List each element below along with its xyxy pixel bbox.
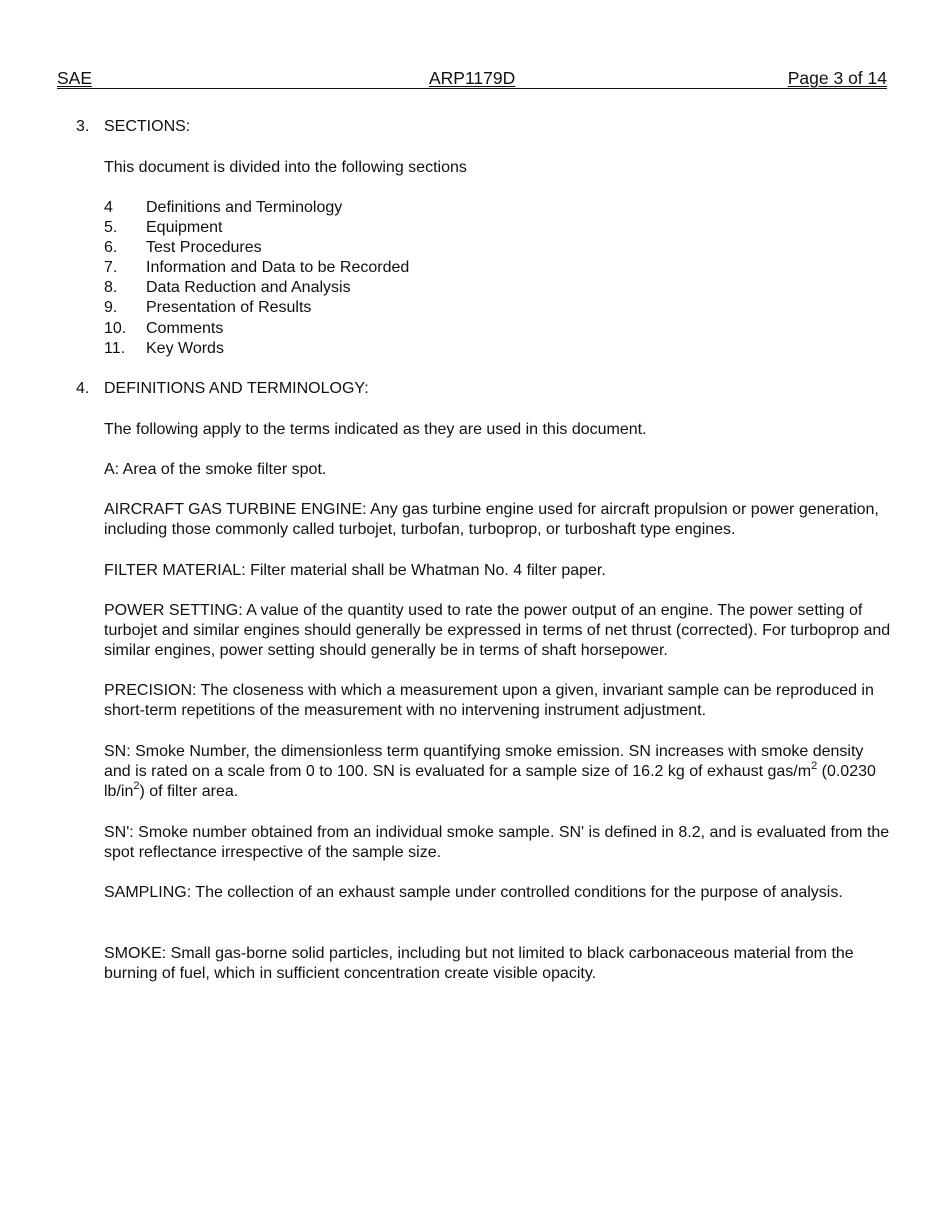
definition-sn-prime: SN': Smoke number obtained from an individual smoke sample. SN' is defined in 8.2, and is evaluated from the spot reflectance irrespective of the sample size. <box>104 824 890 862</box>
sn-superscript-2: 2 <box>133 780 140 793</box>
section-list <box>104 198 409 359</box>
definition-smoke: SMOKE: Small gas-borne solid particles, including but not limited to black carbonaceous material from the burning of fuel, which in sufficient concentration create visible opacity. <box>104 945 854 983</box>
definition-a: A: Area of the smoke filter spot. <box>104 461 327 478</box>
list-item-number: 11. <box>104 339 126 357</box>
sn-text-2: (0.0230 lb/in <box>104 763 876 801</box>
section-4-number: 4. <box>76 380 90 397</box>
list-item <box>104 278 409 298</box>
definition-smoke-number <box>104 742 894 803</box>
list-item-label: Key Words <box>146 339 224 357</box>
list-item-number: 10. <box>104 319 127 337</box>
section-3-title: SECTIONS: <box>104 118 191 135</box>
sn-text-1: SN: Smoke Number, the dimensionless term quantifying smoke emission. SN increases with smoke density and is rated on a scale from 0 to 100. SN is evaluated for a sample size of 16.2 kg of exhaust gas/m <box>104 743 864 781</box>
section-3-intro: This document is divided into the following sections <box>104 159 467 176</box>
list-item-label: Test Procedures <box>146 239 262 257</box>
section-3-number: 3. <box>76 118 90 135</box>
list-item <box>104 339 409 359</box>
list-item <box>104 319 409 339</box>
list-item-number: 4 <box>104 199 113 216</box>
section-4-intro: The following apply to the terms indicated as they are used in this document. <box>104 421 647 438</box>
list-item-number: 5. <box>104 219 118 237</box>
header-org: SAE <box>57 68 93 88</box>
list-item-number: 8. <box>104 279 118 297</box>
section-4-title: DEFINITIONS AND TERMINOLOGY: <box>104 380 369 397</box>
list-item <box>104 238 409 258</box>
list-item-label: Comments <box>146 319 224 337</box>
definition-precision: PRECISION: The closeness with which a measurement upon a given, invariant sample can be reproduced in short-term repetitions of the measurement with no intervening instrument adjustment. <box>104 682 874 720</box>
list-item-label: Presentation of Results <box>146 299 312 317</box>
header-page-number: Page 3 of 14 <box>787 68 887 88</box>
list-item <box>104 218 409 238</box>
list-item-number: 9. <box>104 299 118 317</box>
header-doc-id: ARP1179D <box>429 68 516 88</box>
list-item <box>104 298 409 318</box>
list-item-label: Definitions and Terminology <box>146 199 343 216</box>
list-item <box>104 258 409 278</box>
definition-filter-material: FILTER MATERIAL: Filter material shall be Whatman No. 4 filter paper. <box>104 562 606 579</box>
definition-power-setting: POWER SETTING: A value of the quantity used to rate the power output of an engine. The power setting of turbojet and similar engines should generally be expressed in terms of net thrust (corrected). For turboprop and similar engines, power setting should generally be in terms of shaft horsepower. <box>104 602 891 660</box>
list-item-label: Information and Data to be Recorded <box>146 259 410 277</box>
sn-text-3: ) of filter area. <box>139 783 239 801</box>
definition-sampling: SAMPLING: The collection of an exhaust sample under controlled conditions for the purpose of analysis. <box>104 884 843 901</box>
list-item-label: Equipment <box>146 219 223 237</box>
list-item <box>104 198 409 218</box>
sn-superscript-1: 2 <box>811 760 818 773</box>
page-header <box>57 68 887 89</box>
list-item-number: 6. <box>104 239 118 257</box>
definition-aircraft-engine: AIRCRAFT GAS TURBINE ENGINE: Any gas turbine engine used for aircraft propulsion or power generation, including those commonly called turbojet, turbofan, turboprop, or turboshaft type engines. <box>104 501 879 539</box>
section-4-heading <box>76 379 369 399</box>
list-item-label: Data Reduction and Analysis <box>146 279 351 297</box>
list-item-number: 7. <box>104 259 118 277</box>
section-3-heading <box>76 117 190 137</box>
